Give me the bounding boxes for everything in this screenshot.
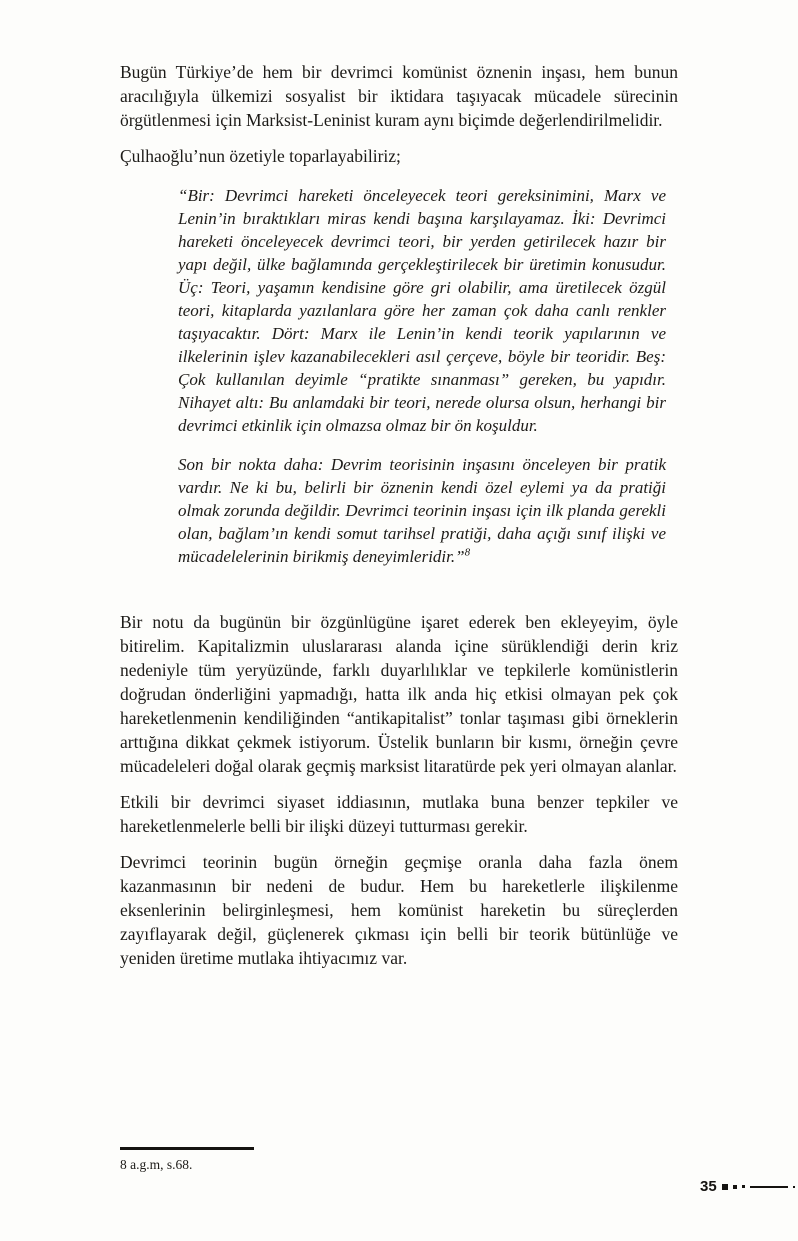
footer-ornament-line-icon: [750, 1186, 788, 1188]
quote-paragraph: [178, 453, 666, 568]
body-paragraph: Devrimci teorinin bugün örneğin geçmişe oranla daha fazla önem kazanmasının bir nedeni de budur. Hem bu hareketlerle ilişkilenme eksenlerinin belirginleşmesi, hem komünist hareketin bu süreçlerden zayıflayarak değil, güçlenerek çıkması için belli bir teorik bütünlüğe ve yeniden üretime mutlaka ihtiyacımız var.: [120, 852, 678, 968]
blockquote: [178, 184, 666, 568]
body-paragraph: Bugün Türkiye’de hem bir devrimci komünist öznenin inşası, hem bunun aracılığıyla ülkemizi sosyalist bir iktidara taşıyacak mücadele sürecinin örgütlenmesi için Marksist-Leninist kuram aynı biçimde değerlendirilmelidir.: [120, 62, 678, 130]
quote-text: Son bir nokta daha: Devrim teorisinin inşasını önceleyen bir pratik vardır. Ne ki bu, belirli bir öznenin kendi özel eylemi ya da pratiği olmak zorunda değildir. Devrimci teorinin inşası için ilk planda gerekli olan, bağlam’ın kendi somut tarihsel pratiği, daha açığı sınıf ilişki ve mücadelelerinin birikmiş deneyimleridir.”: [178, 455, 666, 566]
body-paragraph: Etkili bir devrimci siyaset iddiasının, mutlaka buna benzer tepkiler ve hareketlenmelerle belli bir ilişki düzeyi tutturması gerekir.: [120, 792, 678, 836]
page-content: [120, 60, 678, 982]
page-footer: [700, 1178, 795, 1195]
footer-ornament-square-icon: [742, 1185, 745, 1188]
body-paragraph: Çulhaoğlu’nun özetiyle toparlayabiliriz;: [120, 146, 401, 166]
footnote-reference: 8: [464, 546, 471, 559]
body-paragraph: Bir notu da bugünün bir özgünlügüne işaret ederek ben ekleyeyim, öyle bitirelim. Kapitalizmin uluslararası alanda içine sürüklendiği derin kriz nedeniyle tüm yeryüzünde, farklı duyarlılıklar ve tepkilerle komünistlerin doğrudan önderliğini yapmadığı, hatta ilk anda hiç etkisi olmayan pek çok hareketlenmenin kendiliğinden “antikapitalist” tonlar taşıması gibi örneklerin arttığına dikkat çekmek istiyorum. Üstelik bunların bir kısmı, örneğin çevre mücadeleleri doğal olarak geçmiş marksist litaratürde pek yeri olmayan alanlar.: [120, 612, 678, 776]
footer-ornament-square-icon: [733, 1185, 737, 1189]
page-number: 35: [700, 1178, 717, 1195]
footnote-rule: [120, 1147, 254, 1150]
footer-ornament-dot-icon: [793, 1186, 795, 1188]
footer-ornament-square-icon: [722, 1184, 728, 1190]
quote-paragraph: “Bir: Devrimci hareketi önceleyecek teori gereksinimini, Marx ve Lenin’in bıraktıkları miras kendi başına karşılayamaz. İki: Devrimci hareketi önceleyecek devrimci teori, bir yerden getirilecek hazır bir yapı değil, ülke bağlamında gerçekleştirilecek bir üretimin konusudur. Üç: Teori, yaşamın kendisine göre gri olabilir, ama üretilecek özgül teori, kitaplarda yazılanlara göre her zaman çok daha canlı renkler taşıyacaktır. Dört: Marx ile Lenin’in kendi teorik yapılarının ve ilkelerinin işlev kazanabilecekleri asıl çerçeve, böyle bir teoridir. Beş: Çok kullanılan deyimle “pratikte sınanması” gereken, bu yapıdır. Nihayet altı: Bu anlamdaki bir teori, nerede olursa olsun, herhangi bir devrimci etkinlik için olmazsa olmaz bir ön koşuldur.: [178, 186, 666, 435]
footnote-text: 8 a.g.m, s.68.: [120, 1157, 193, 1172]
